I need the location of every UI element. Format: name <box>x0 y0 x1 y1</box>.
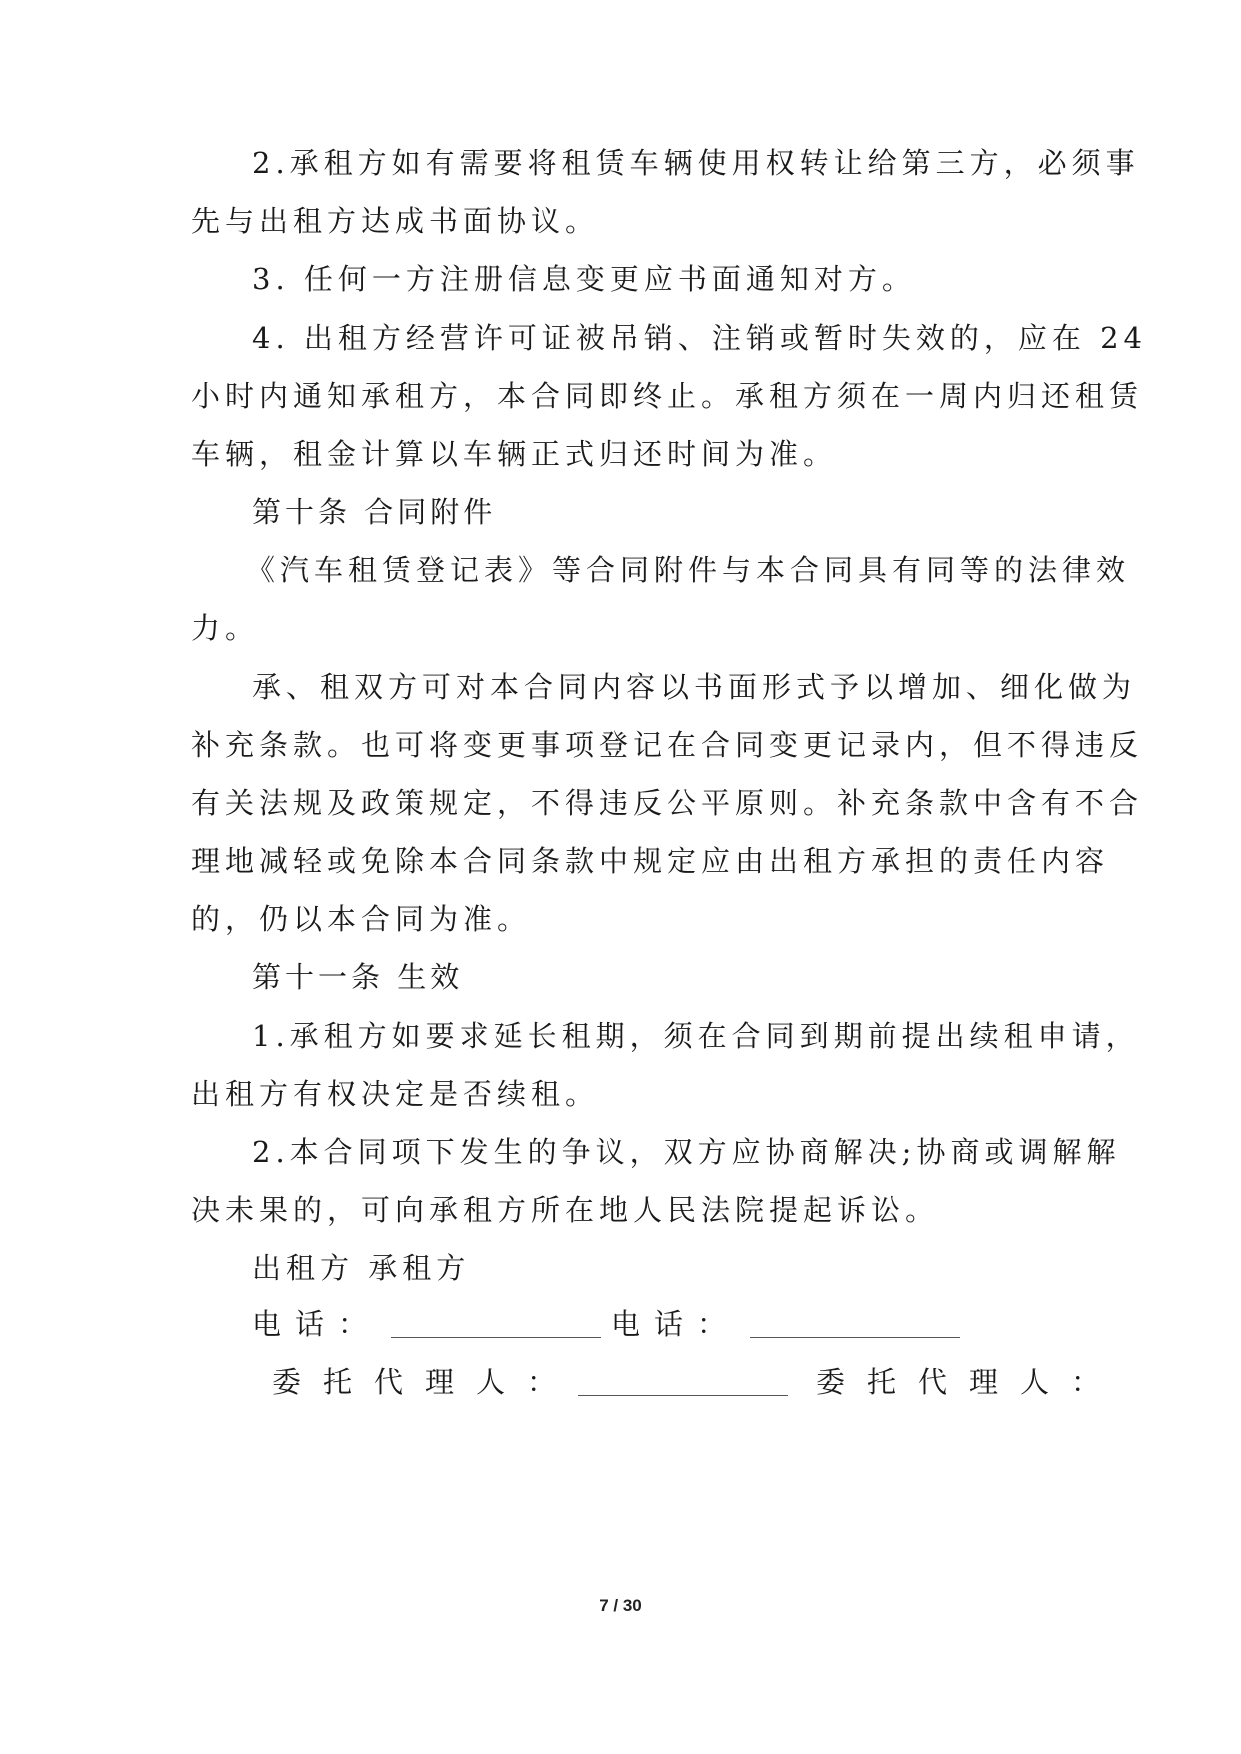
paragraph-line: 2.承租方如有需要将租赁车辆使用权转让给第三方，必须事 <box>252 146 1140 180</box>
paragraph-line: 3. 任何一方注册信息变更应书面通知对方。 <box>252 262 916 296</box>
paragraph-line: 先与出租方达成书面协议。 <box>191 204 600 238</box>
paragraph-line: 2.本合同项下发生的争议，双方应协商解决;协商或调解解 <box>252 1135 1121 1169</box>
phone-label: 电话： <box>252 1307 382 1341</box>
paragraph-line: 《汽车租赁登记表》等合同附件与本合同具有同等的法律效 <box>246 553 1131 587</box>
paragraph-line: 的，仍以本合同为准。 <box>191 902 532 936</box>
page-number: 7 / 30 <box>599 1596 642 1615</box>
paragraph-line: 车辆，租金计算以车辆正式归还时间为准。 <box>191 437 838 471</box>
paragraph-line: 小时内通知承租方，本合同即终止。承租方须在一周内归还租赁 <box>191 379 1144 413</box>
phone-label: 电话： <box>611 1307 741 1341</box>
paragraph-line: 4. 出租方经营许可证被吊销、注销或暂时失效的，应在 24 <box>252 321 1148 355</box>
section-heading: 第十一条 生效 <box>252 960 464 994</box>
paragraph-line: 有关法规及政策规定，不得违反公平原则。补充条款中含有不合 <box>191 786 1144 820</box>
paragraph-line: 1.承租方如要求延长租期，须在合同到期前提出续租申请， <box>252 1019 1140 1053</box>
section-heading: 第十条 合同附件 <box>252 495 497 529</box>
agent-label: 委托代理人： <box>272 1365 579 1399</box>
paragraph-line: 决未果的，可向承租方所在地人民法院提起诉讼。 <box>191 1193 940 1227</box>
phone-blank-line <box>391 1307 601 1338</box>
paragraph-line: 承、租双方可对本合同内容以书面形式予以增加、细化做为 <box>252 670 1137 704</box>
paragraph-line: 出租方有权决定是否续租。 <box>191 1077 600 1111</box>
agent-label: 委托代理人： <box>816 1365 1123 1399</box>
phone-row <box>252 1304 970 1344</box>
paragraph-line: 力。 <box>191 611 260 645</box>
paragraph-line: 理地减轻或免除本合同条款中规定应由出租方承担的责任内容 <box>191 844 1110 878</box>
phone-blank-line <box>750 1307 960 1338</box>
agent-row <box>272 1362 1122 1402</box>
paragraph-line: 补充条款。也可将变更事项登记在合同变更记录内，但不得违反 <box>191 728 1144 762</box>
party-names: 出租方 承租方 <box>252 1251 471 1285</box>
agent-blank-line <box>578 1365 788 1396</box>
